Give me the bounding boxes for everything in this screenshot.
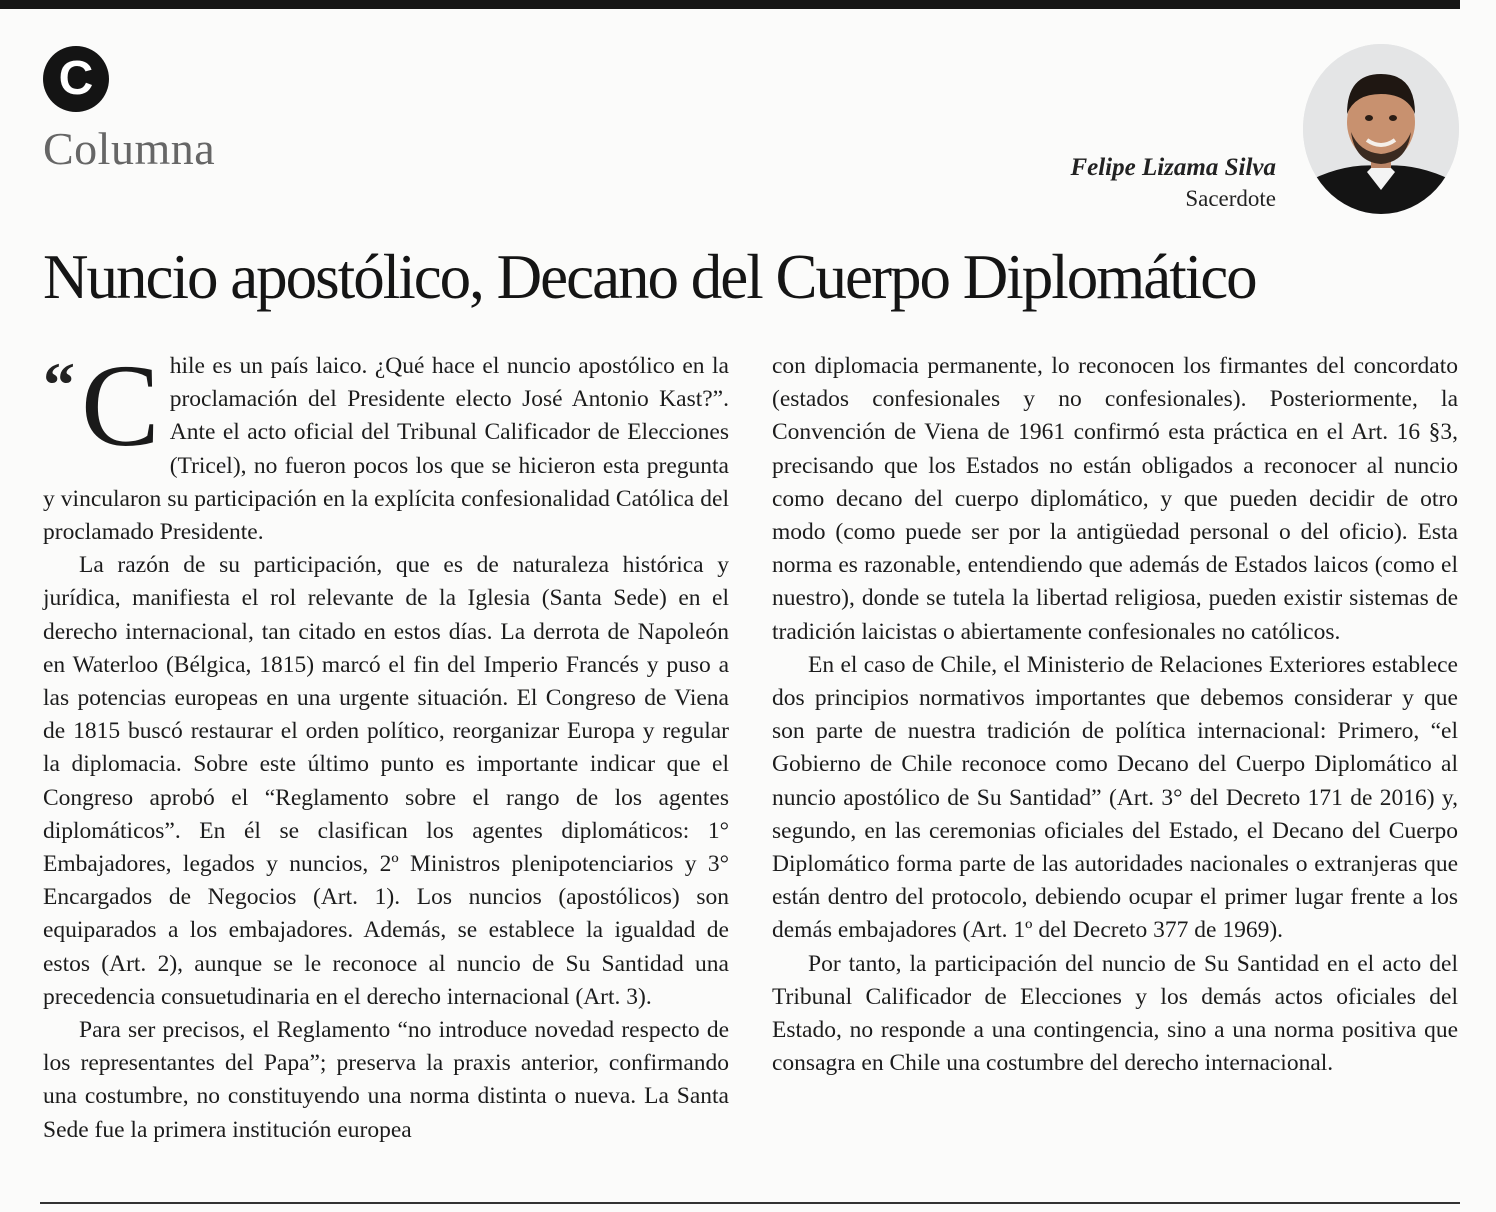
dropcap-letter: C xyxy=(81,340,160,471)
section-label: Columna xyxy=(43,123,216,174)
author-name: Felipe Lizama Silva xyxy=(1070,154,1276,181)
article-paragraph-1 xyxy=(43,340,729,549)
article-paragraph-3-continued: con diplomacia permanente, lo reconocen los firmantes del concordato (estados confesionales y no confesionales). Posteriormente, la Convención de Viena de 1961 confirmó esta práctica en el Art. 16 §3, precisando que los Estados no están obligados a reconocer al nuncio como decano del cuerpo diplomático, y que pueden decidir de otro modo (como puede ser por la antigüedad personal o del oficio). Esta norma es razonable, entendiendo que además de Estados laicos (como el nuestro), donde se tutela la libertad religiosa, pueden existir sistemas de tradición laicistas o abiertamente confesionales no católicos. xyxy=(772,353,1458,645)
author-byline xyxy=(1070,152,1276,214)
bottom-rule xyxy=(40,1202,1460,1204)
headline: Nuncio apostólico, Decano del Cuerpo Diplomático xyxy=(43,242,1256,312)
article-paragraph-2: La razón de su participación, que es de naturaleza histórica y jurídica, manifiesta el rol relevante de la Iglesia (Santa Sede) en el derecho internacional, tan citado en estos días. La derrota de Napoleón en Waterloo (Bélgica, 1815) marcó el fin del Imperio Francés y puso a las potencias europeas en una urgente situación. El Congreso de Viena de 1815 buscó restaurar el orden político, reorganizar Europa y regular la diplomacia. Sobre este último punto es importante indicar que el Congreso aprobó el “Reglamento sobre el rango de los agentes diplomáticos”. En él se clasifican los agentes diplomáticos: 1° Embajadores, legados y nuncios, 2º Ministros plenipotenciarios y 3° Encargados de Negocios (Art. 1). Los nuncios (apostólicos) son equiparados a los embajadores. Además, se establece la igualdad de estos (Art. 2), aunque se le reconoce al nuncio de Su Santidad una precedencia consuetudinaria en el derecho internacional (Art. 3). xyxy=(43,552,729,1010)
article-paragraph-5: Por tanto, la participación del nuncio de Su Santidad en el acto del Tribunal Calificador de Elecciones y los demás actos oficiales del Estado, no responde a una contingencia, sino a una norma positiva que consagra en Chile una costumbre del derecho internacional. xyxy=(772,950,1458,1077)
top-rule xyxy=(0,0,1460,9)
author-photo xyxy=(1303,44,1459,214)
opening-quote-mark: “ xyxy=(43,349,75,420)
article-paragraph-4: En el caso de Chile, el Ministerio de Relaciones Exteriores establece dos principios normativos importantes que debemos considerar y que son parte de nuestra tradición de política internacional: Primero, “el Gobierno de Chile reconoce como Decano del Cuerpo Diplomático al nuncio apostólico de Su Santidad” (Art. 3° del Decreto 171 de 2016) y, segundo, en las ceremonias oficiales del Estado, el Decano del Cuerpo Diplomático forma parte de las autoridades nacionales o extranjeras que están dentro del protocolo, debiendo ocupar el primer lugar frente a los demás embajadores (Art. 1º del Decreto 377 de 1969). xyxy=(772,651,1458,944)
article-column-right xyxy=(772,350,1458,1080)
article-paragraph-3: Para ser precisos, el Reglamento “no introduce novedad respecto de los representantes del Papa”; preserva la praxis anterior, confirmando una costumbre, no constituyendo una norma distinta o nueva. La Santa Sede fue la primera institución europea xyxy=(43,1017,729,1143)
author-role: Sacerdote xyxy=(1185,186,1276,211)
section-badge: C xyxy=(43,46,109,112)
author-portrait-image xyxy=(1303,44,1459,214)
article-paragraph-1-text: hile es un país laico. ¿Qué hace el nuncio apostólico en la proclamación del Presidente electo José Antonio Kast?”. Ante el acto oficial del Tribunal Calificador de Elecciones (Tricel), no fueron pocos los que se hicieron esta pregunta y vincularon su participación en la explícita confesionalidad Católica del proclamado Presidente. xyxy=(43,353,729,546)
article-column-left xyxy=(43,340,729,1147)
